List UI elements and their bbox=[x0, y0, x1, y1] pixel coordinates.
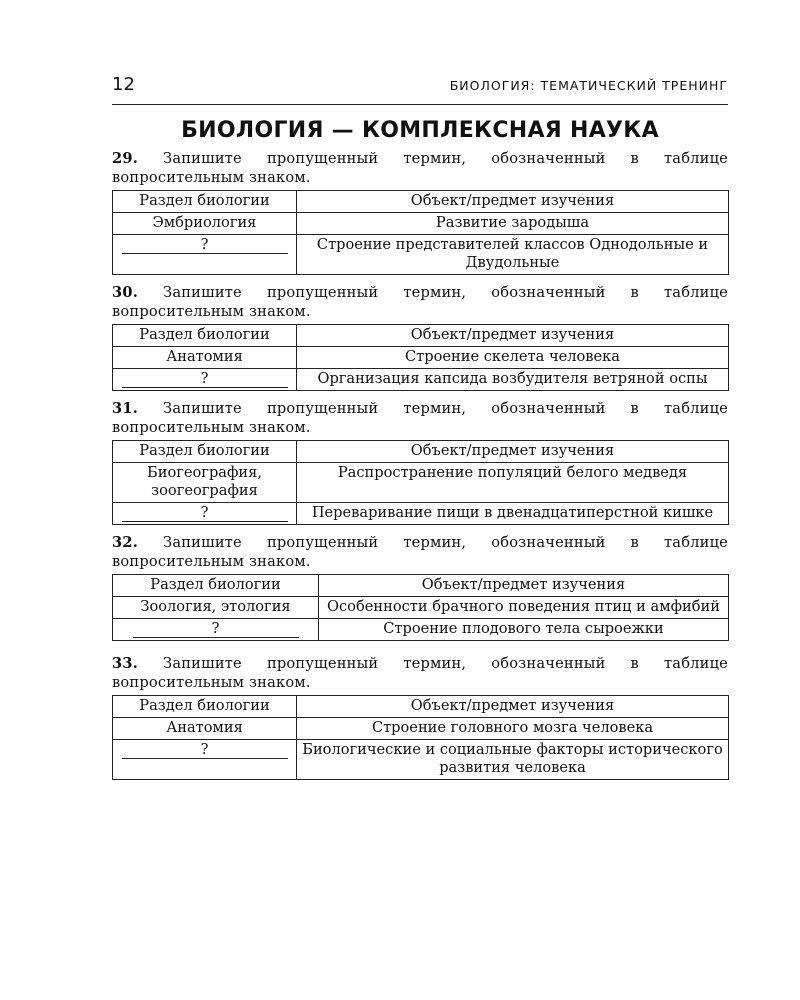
question bbox=[112, 283, 728, 391]
study-object-cell: Развитие зародыша bbox=[297, 213, 729, 235]
table-header-row bbox=[113, 696, 729, 718]
question-text bbox=[112, 654, 728, 692]
answer-blank[interactable]: ? bbox=[122, 238, 288, 254]
table-row bbox=[113, 235, 729, 275]
column-header: Объект/предмет изучения bbox=[297, 441, 729, 463]
column-header: Раздел биологии bbox=[113, 191, 297, 213]
question-number: 31. bbox=[112, 400, 138, 417]
question-prompt: Запишите пропущенный термин, обозначенный в таблице вопросительным знаком. bbox=[112, 284, 728, 320]
study-object-cell: Строение плодового тела сыроежки bbox=[319, 619, 729, 641]
study-object-cell: Биологические и социальные факторы исторического развития человека bbox=[297, 740, 729, 780]
answer-table bbox=[112, 440, 729, 525]
question-text bbox=[112, 399, 728, 437]
table-row bbox=[113, 597, 729, 619]
answer-blank[interactable]: ? bbox=[122, 743, 288, 759]
table-row bbox=[113, 619, 729, 641]
missing-term-cell bbox=[113, 369, 297, 391]
question bbox=[112, 654, 728, 780]
biology-section-cell: Зоология, этология bbox=[113, 597, 319, 619]
table-header-row bbox=[113, 575, 729, 597]
answer-table bbox=[112, 324, 729, 391]
study-object-cell: Распространение популяций белого медведя bbox=[297, 463, 729, 503]
question-prompt: Запишите пропущенный термин, обозначенный в таблице вопросительным знаком. bbox=[112, 655, 728, 691]
table-row bbox=[113, 369, 729, 391]
missing-term-cell bbox=[113, 235, 297, 275]
questions-list bbox=[112, 149, 728, 780]
table-row bbox=[113, 213, 729, 235]
study-object-cell: Строение представителей классов Однодольные и Двудольные bbox=[297, 235, 729, 275]
missing-term-cell bbox=[113, 740, 297, 780]
answer-blank[interactable]: ? bbox=[133, 622, 299, 638]
section-title: БИОЛОГИЯ — КОМПЛЕКСНАЯ НАУКА bbox=[181, 118, 659, 143]
question-number: 29. bbox=[112, 150, 138, 167]
question-text bbox=[112, 533, 728, 571]
table-header-row bbox=[113, 441, 729, 463]
biology-section-cell: Эмбриология bbox=[113, 213, 297, 235]
question bbox=[112, 533, 728, 641]
column-header: Раздел биологии bbox=[113, 325, 297, 347]
study-object-cell: Строение головного мозга человека bbox=[297, 718, 729, 740]
study-object-cell: Строение скелета человека bbox=[297, 347, 729, 369]
column-header: Раздел биологии bbox=[113, 441, 297, 463]
table-row bbox=[113, 740, 729, 780]
question-number: 33. bbox=[112, 655, 138, 672]
biology-section-cell: Анатомия bbox=[113, 347, 297, 369]
running-title: БИОЛОГИЯ: ТЕМАТИЧЕСКИЙ ТРЕНИНГ bbox=[449, 78, 728, 93]
column-header: Объект/предмет изучения bbox=[297, 696, 729, 718]
table-row bbox=[113, 463, 729, 503]
column-header: Объект/предмет изучения bbox=[297, 325, 729, 347]
table-row bbox=[113, 503, 729, 525]
missing-term-cell bbox=[113, 619, 319, 641]
column-header: Объект/предмет изучения bbox=[297, 191, 729, 213]
page-header bbox=[112, 72, 728, 105]
column-header: Раздел биологии bbox=[113, 575, 319, 597]
question-text bbox=[112, 149, 728, 187]
study-object-cell: Особенности брачного поведения птиц и амфибий bbox=[319, 597, 729, 619]
biology-section-cell: Биогеография, зоогеография bbox=[113, 463, 297, 503]
question-number: 30. bbox=[112, 284, 138, 301]
question bbox=[112, 149, 728, 275]
question-number: 32. bbox=[112, 534, 138, 551]
question-prompt: Запишите пропущенный термин, обозначенный в таблице вопросительным знаком. bbox=[112, 150, 728, 186]
table-header-row bbox=[113, 191, 729, 213]
answer-table bbox=[112, 190, 729, 275]
column-header: Раздел биологии bbox=[113, 696, 297, 718]
table-row bbox=[113, 347, 729, 369]
answer-blank[interactable]: ? bbox=[122, 372, 288, 388]
table-header-row bbox=[113, 325, 729, 347]
column-header: Объект/предмет изучения bbox=[319, 575, 729, 597]
question-prompt: Запишите пропущенный термин, обозначенный в таблице вопросительным знаком. bbox=[112, 534, 728, 570]
study-object-cell: Организация капсида возбудителя ветряной оспы bbox=[297, 369, 729, 391]
biology-section-cell: Анатомия bbox=[113, 718, 297, 740]
answer-table bbox=[112, 695, 729, 780]
table-row bbox=[113, 718, 729, 740]
answer-table bbox=[112, 574, 729, 641]
question-prompt: Запишите пропущенный термин, обозначенный в таблице вопросительным знаком. bbox=[112, 400, 728, 436]
missing-term-cell bbox=[113, 503, 297, 525]
study-object-cell: Переваривание пищи в двенадцатиперстной кишке bbox=[297, 503, 729, 525]
question bbox=[112, 399, 728, 525]
answer-blank[interactable]: ? bbox=[122, 506, 288, 522]
question-text bbox=[112, 283, 728, 321]
page-number: 12 bbox=[112, 74, 135, 95]
